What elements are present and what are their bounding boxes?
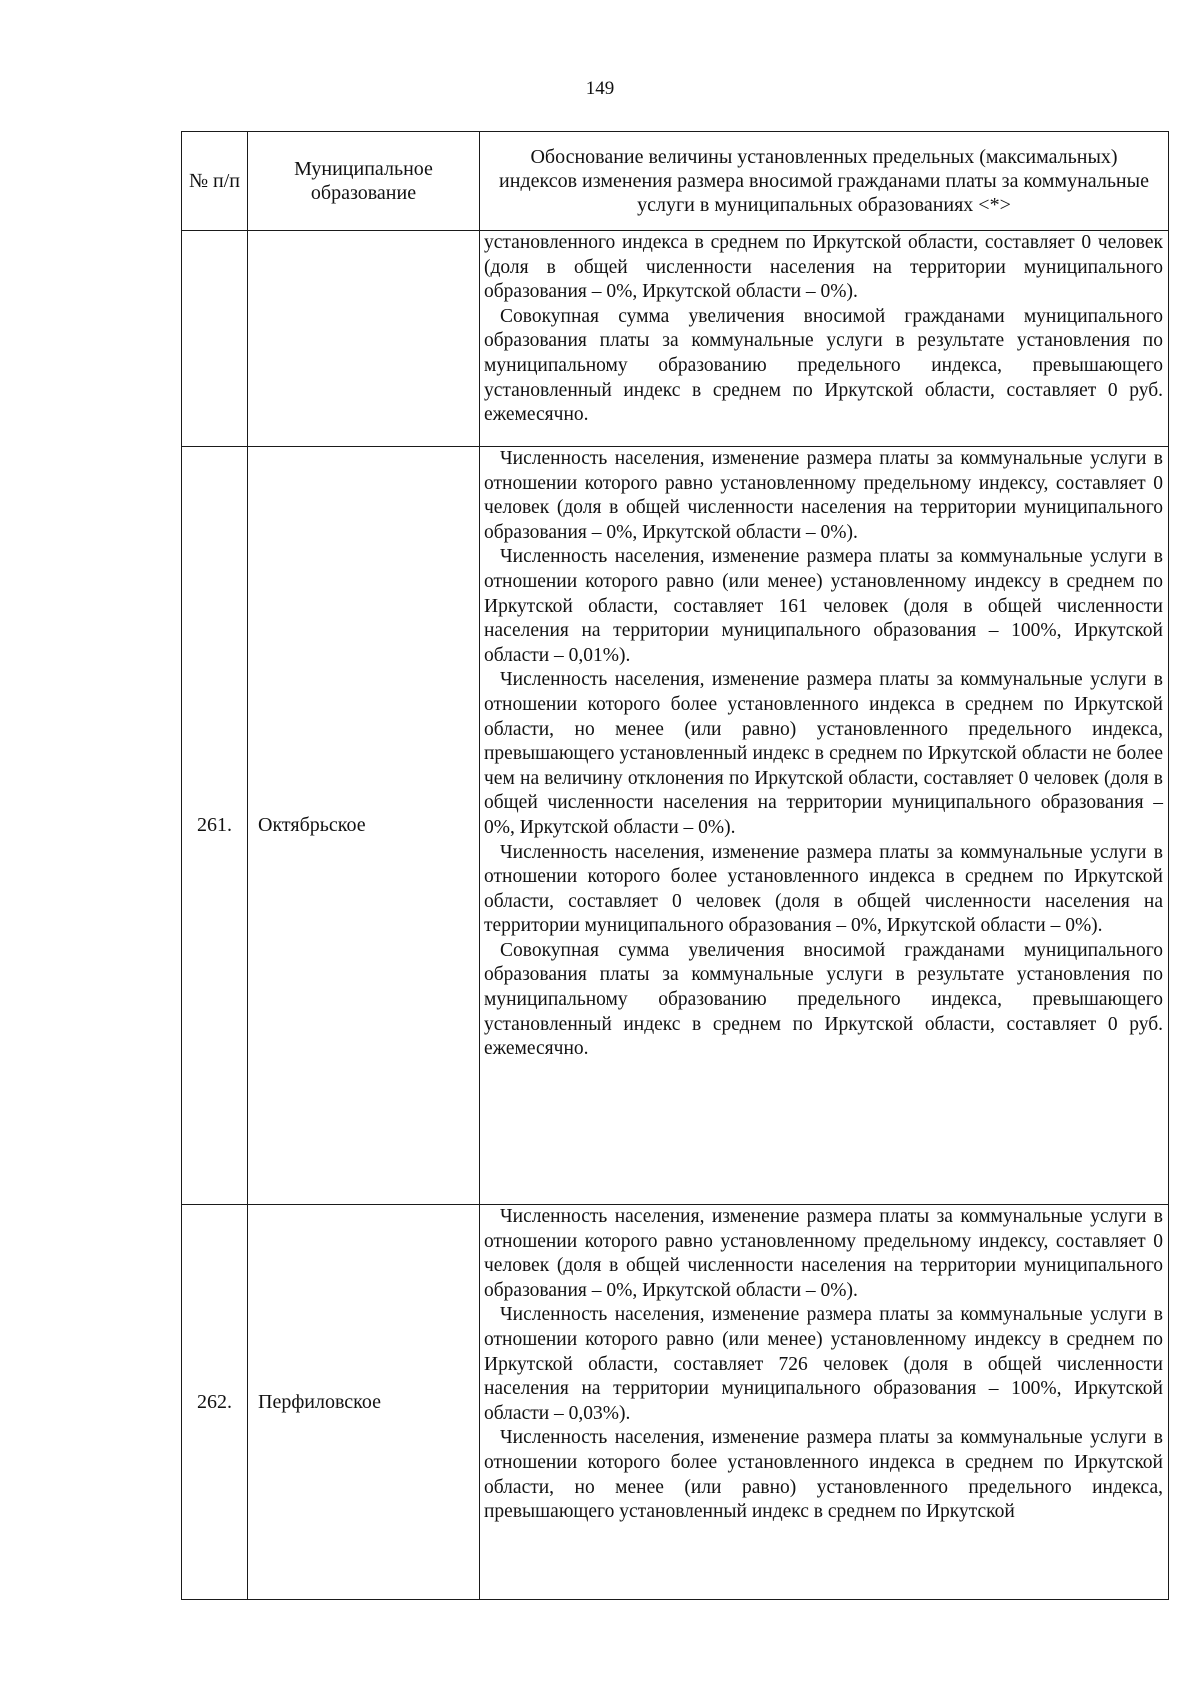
header-municipality: Муниципальное образование [248, 132, 480, 231]
table-row [182, 1205, 1169, 1600]
justification-paragraph: Совокупная сумма увеличения вносимой гражданами муниципального образования платы за коммунальные услуги в результате установления по муниципальному образованию предельного индекса, превышающего установленный индекс в среднем по Иркутской области, составляет 0 руб. ежемесячно. [484, 305, 1163, 426]
row-number: 261. [182, 447, 248, 1205]
table-row [182, 231, 1169, 447]
justification-paragraph: Численность населения, изменение размера платы за коммунальные услуги в отношении которого более установленного индекса в среднем по Иркутской области, но менее (или равно) установленного предельного индекса, превышающего установленный индекс в среднем по Иркутской области не более чем на величину отклонения по Иркутской области, составляет 0 человек (доля в общей численности населения на территории муниципального образования – 0%, Иркутской области – 0%). [484, 669, 1163, 838]
row-number: 262. [182, 1205, 248, 1600]
page-number: 149 [585, 78, 615, 99]
justification-paragraph: Численность населения, изменение размера платы за коммунальные услуги в отношении которого равно установленному предельному индексу, составляет 0 человек (доля в общей численности населения на территории муниципального образования – 0%, Иркутской области – 0%). [484, 448, 1163, 543]
row-municipality: Перфиловское [248, 1205, 480, 1600]
row-justification [480, 231, 1169, 447]
table-row [182, 447, 1169, 1205]
row-number [182, 231, 248, 447]
row-municipality: Октябрьское [248, 447, 480, 1205]
header-justification: Обоснование величины установленных предельных (максимальных) индексов изменения размера вносимой гражданами платы за коммунальные услуги в муниципальных образованиях <*> [480, 132, 1169, 231]
row-municipality [248, 231, 480, 447]
justification-paragraph: Численность населения, изменение размера платы за коммунальные услуги в отношении которого равно (или менее) установленному индексу в среднем по Иркутской области, составляет 161 человек (доля в общей численности населения на территории муниципального образования – 100%, Иркутской области – 0,01%). [484, 546, 1163, 666]
justification-paragraph: Численность населения, изменение размера платы за коммунальные услуги в отношении которого более установленного индекса в среднем по Иркутской области, но менее (или равно) установленного предельного индекса, превышающего установленный индекс в среднем по Иркутской [484, 1427, 1163, 1523]
justification-paragraph: Численность населения, изменение размера платы за коммунальные услуги в отношении которого более установленного индекса в среднем по Иркутской области, составляет 0 человек (доля в общей численности населения на территории муниципального образования – 0%, Иркутской области – 0%). [484, 841, 1163, 937]
header-number: № п/п [182, 132, 248, 231]
justification-paragraph: Численность населения, изменение размера платы за коммунальные услуги в отношении которого равно установленному предельному индексу, составляет 0 человек (доля в общей численности населения на территории муниципального образования – 0%, Иркутской области – 0%). [484, 1206, 1163, 1301]
row-justification [480, 447, 1169, 1205]
justification-paragraph: установленного индекса в среднем по Иркутской области, составляет 0 человек (доля в общей численности населения на территории муниципального образования – 0%, Иркутской области – 0%). [484, 232, 1163, 303]
row-justification [480, 1205, 1169, 1600]
justification-paragraph: Численность населения, изменение размера платы за коммунальные услуги в отношении которого равно (или менее) установленному индексу в среднем по Иркутской области, составляет 726 человек (доля в общей численности населения на территории муниципального образования – 100%, Иркутской области – 0,03%). [484, 1304, 1163, 1424]
index-justification-table [181, 131, 1169, 1600]
table-header-row [182, 132, 1169, 231]
justification-paragraph: Совокупная сумма увеличения вносимой гражданами муниципального образования платы за коммунальные услуги в результате установления по муниципальному образованию предельного индекса, превышающего установленный индекс в среднем по Иркутской области, составляет 0 руб. ежемесячно. [484, 939, 1163, 1060]
